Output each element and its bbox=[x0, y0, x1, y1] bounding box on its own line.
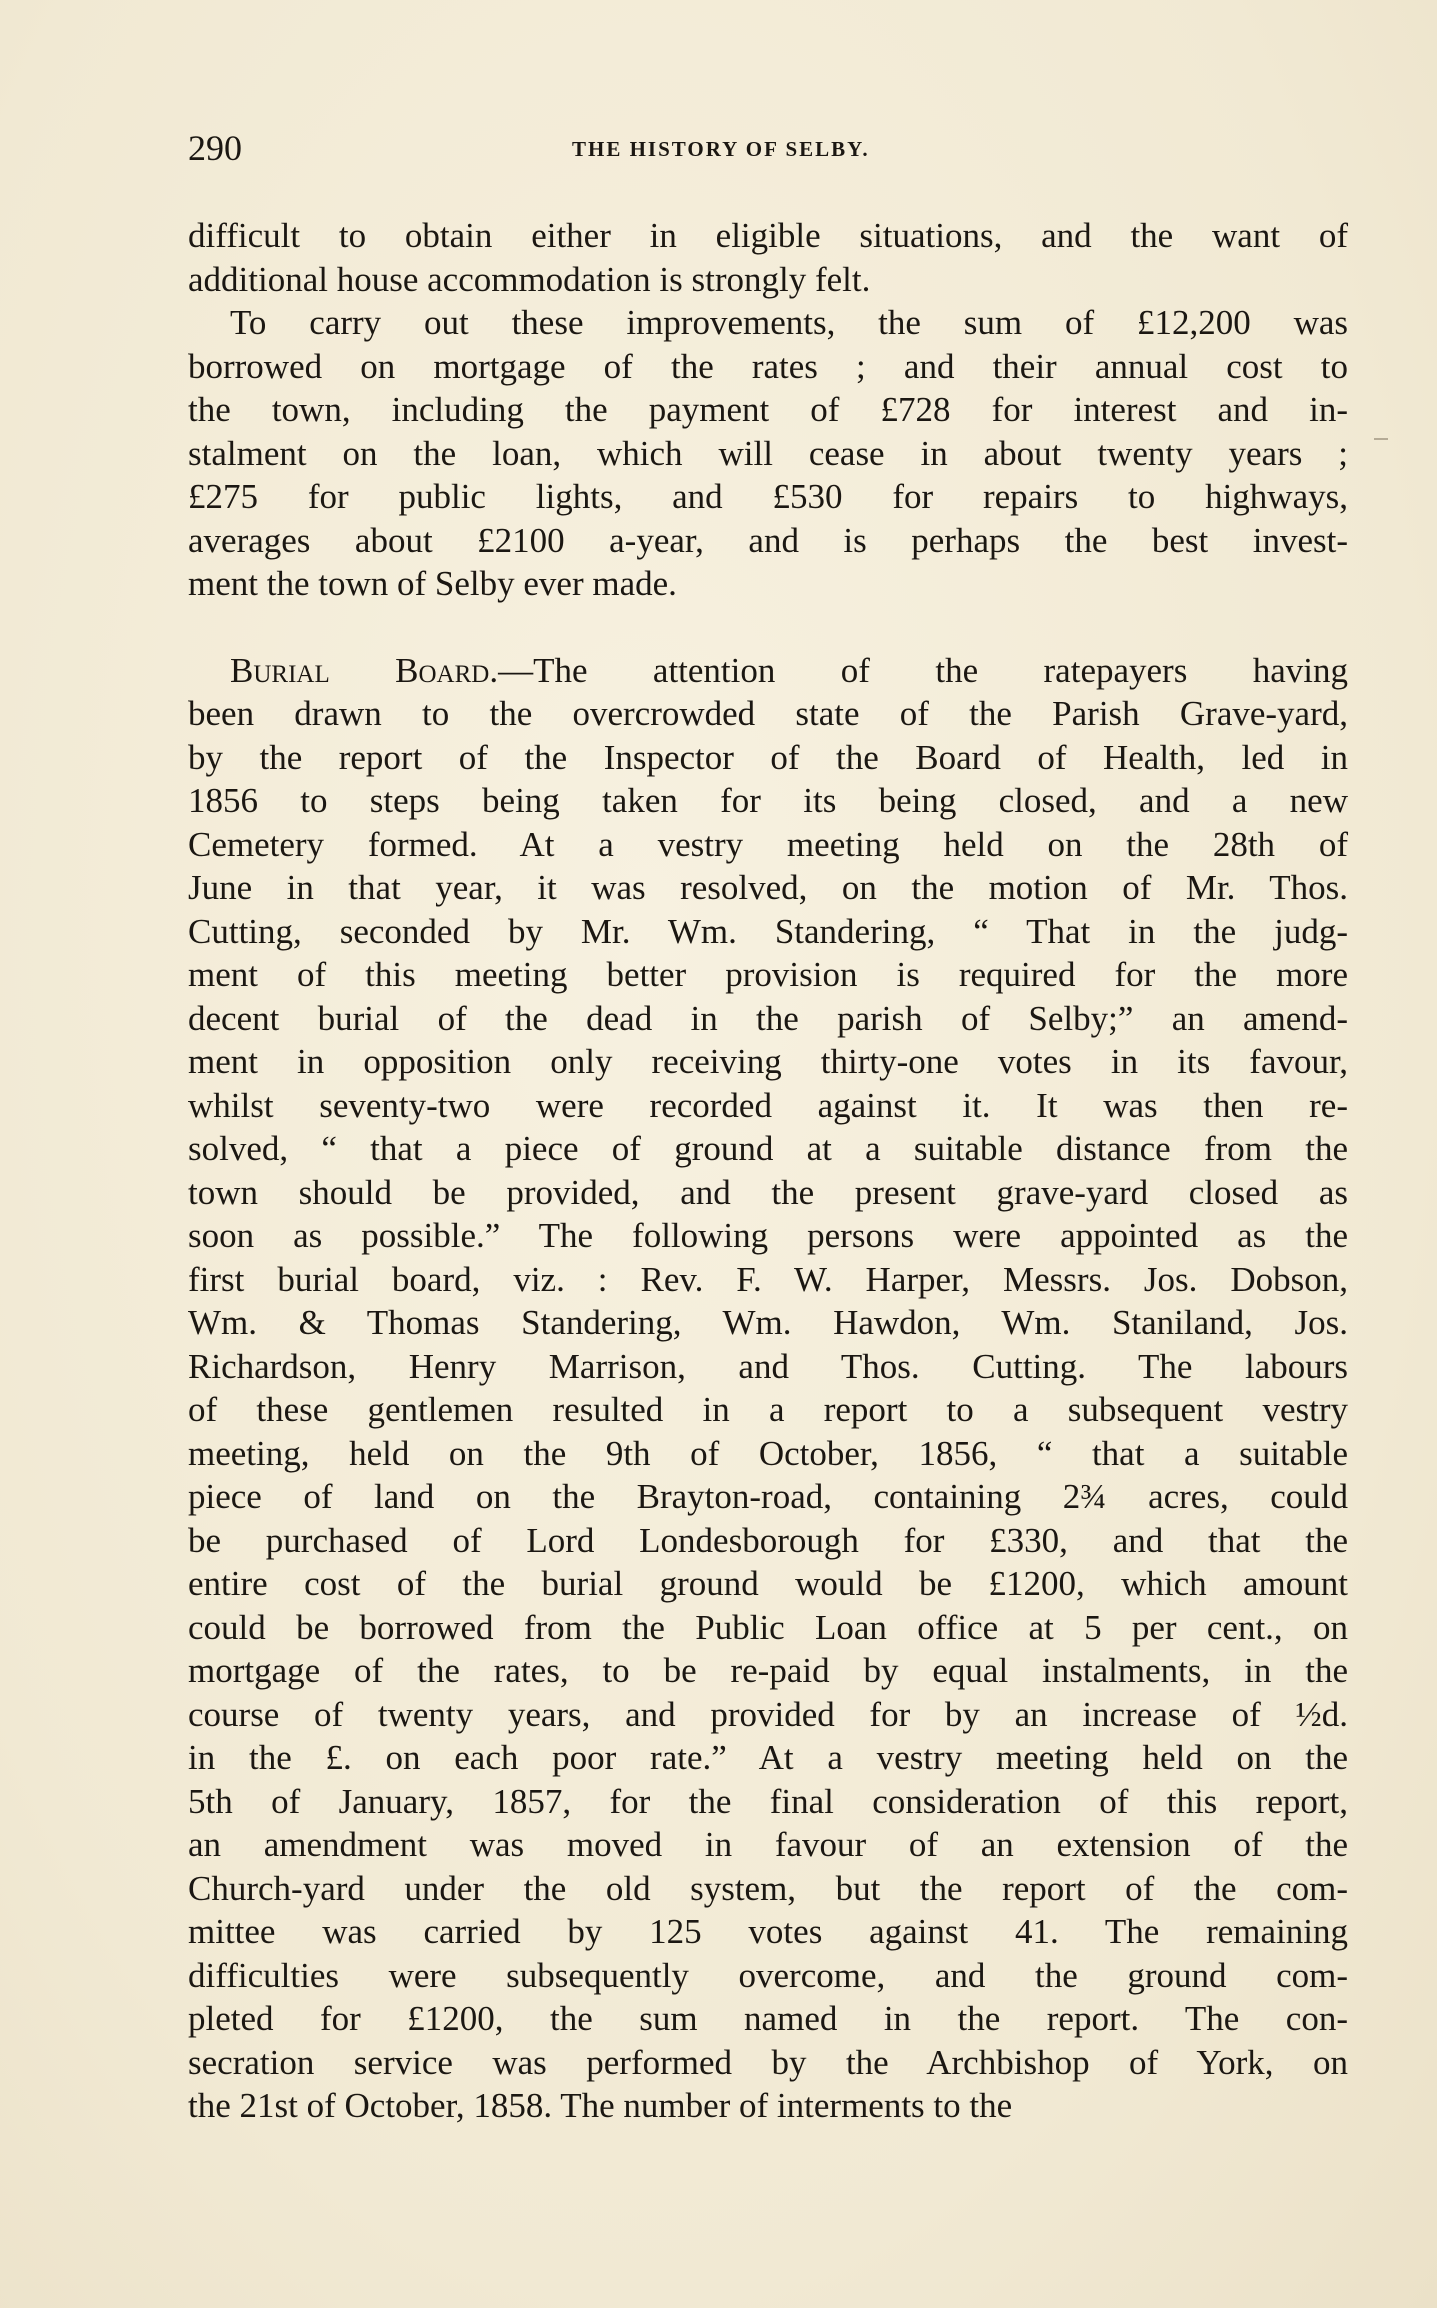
text-line: first burial board, viz. : Rev. F. W. Harper, Messrs. Jos. Dobson, bbox=[188, 1259, 1348, 1299]
text-line: stalment on the loan, which will cease in about twenty years ; bbox=[188, 433, 1348, 473]
text-line: 5th of January, 1857, for the final consideration of this report, bbox=[188, 1781, 1348, 1821]
text-line: course of twenty years, and provided for by an increase of ½d. bbox=[188, 1694, 1348, 1734]
text-line: 1856 to steps being taken for its being closed, and a new bbox=[188, 781, 1348, 820]
text-line: in the £. on each poor rate.” At a vestry meeting held on the bbox=[188, 1738, 1348, 1777]
text-line: by the report of the Inspector of the Board of Health, led in bbox=[188, 737, 1348, 777]
text-line: Church-yard under the old system, but the report of the com- bbox=[188, 1868, 1348, 1908]
text-line: whilst seventy-two were recorded against it. It was then re- bbox=[188, 1085, 1348, 1125]
section-gap bbox=[188, 606, 1348, 649]
text-line: difficult to obtain either in eligible situations, and the want of bbox=[188, 216, 1348, 255]
text-line: £275 for public lights, and £530 for repairs to highways, bbox=[188, 477, 1348, 516]
text-line: meeting, held on the 9th of October, 1856, “ that a suitable bbox=[188, 1433, 1348, 1473]
text-line: the town, including the payment of £728 for interest and in- bbox=[188, 390, 1348, 429]
text-line: averages about £2100 a-year, and is perhaps the best invest- bbox=[188, 520, 1348, 560]
text-line: be purchased of Lord Londesborough for £330, and that the bbox=[188, 1520, 1348, 1560]
text-line: secration service was performed by the Archbishop of York, on bbox=[188, 2042, 1348, 2082]
text-line: additional house accommodation is strongly felt. bbox=[188, 259, 871, 299]
text-line: could be borrowed from the Public Loan office at 5 per cent., on bbox=[188, 1607, 1348, 1647]
text-line: Cemetery formed. At a vestry meeting held on the 28th of bbox=[188, 824, 1348, 864]
page-number: 290 bbox=[188, 128, 242, 168]
text-line: Wm. & Thomas Standering, Wm. Hawdon, Wm. Staniland, Jos. bbox=[188, 1303, 1348, 1342]
text-line: ment in opposition only receiving thirty-one votes in its favour, bbox=[188, 1042, 1348, 1081]
text-line: mortgage of the rates, to be re-paid by equal instalments, in the bbox=[188, 1651, 1348, 1690]
margin-mark bbox=[1374, 438, 1388, 440]
text-line: an amendment was moved in favour of an extension of the bbox=[188, 1825, 1348, 1864]
page-header bbox=[188, 126, 1348, 170]
text-line: June in that year, it was resolved, on the motion of Mr. Thos. bbox=[188, 868, 1348, 907]
text-line: mittee was carried by 125 votes against 41. The remaining bbox=[188, 1912, 1348, 1951]
text-line: soon as possible.” The following persons were appointed as the bbox=[188, 1216, 1348, 1255]
text-line: difficulties were subsequently overcome, and the ground com- bbox=[188, 1955, 1348, 1995]
text-line: borrowed on mortgage of the rates ; and their annual cost to bbox=[188, 346, 1348, 386]
text-line: Cutting, seconded by Mr. Wm. Standering, “ That in the judg- bbox=[188, 911, 1348, 951]
text-line: ment of this meeting better provision is required for the more bbox=[188, 955, 1348, 994]
text-line: ment the town of Selby ever made. bbox=[188, 564, 677, 603]
text-line: entire cost of the burial ground would be £1200, which amount bbox=[188, 1564, 1348, 1603]
text-line: piece of land on the Brayton-road, containing 2¾ acres, could bbox=[188, 1477, 1348, 1516]
running-title: THE HISTORY OF SELBY. bbox=[572, 137, 870, 161]
text-line: been drawn to the overcrowded state of the Parish Grave-yard, bbox=[188, 694, 1348, 733]
paragraph-burial-board bbox=[188, 649, 1348, 2128]
text-line bbox=[188, 649, 1348, 693]
text-line: pleted for £1200, the sum named in the report. The con- bbox=[188, 1999, 1348, 2038]
paragraph-improvements-intro bbox=[188, 214, 1348, 301]
text-line: the 21st of October, 1858. The number of interments to the bbox=[188, 2086, 1013, 2125]
text-line: To carry out these improvements, the sum of £12,200 was bbox=[230, 303, 1348, 342]
text-line: solved, “ that a piece of ground at a suitable distance from the bbox=[188, 1129, 1348, 1168]
text-line: decent burial of the dead in the parish of Selby;” an amend- bbox=[188, 998, 1348, 1038]
text-line: town should be provided, and the present grave-yard closed as bbox=[188, 1172, 1348, 1212]
heading-continuation: —The attention of the ratepayers having bbox=[498, 650, 1348, 690]
section-heading: Burial Board. bbox=[230, 650, 499, 690]
text-line: Richardson, Henry Marrison, and Thos. Cutting. The labours bbox=[188, 1346, 1348, 1386]
paragraph-improvements-cost bbox=[188, 301, 1348, 606]
text-line: of these gentlemen resulted in a report to a subsequent vestry bbox=[188, 1390, 1348, 1429]
body-text bbox=[188, 214, 1348, 2128]
